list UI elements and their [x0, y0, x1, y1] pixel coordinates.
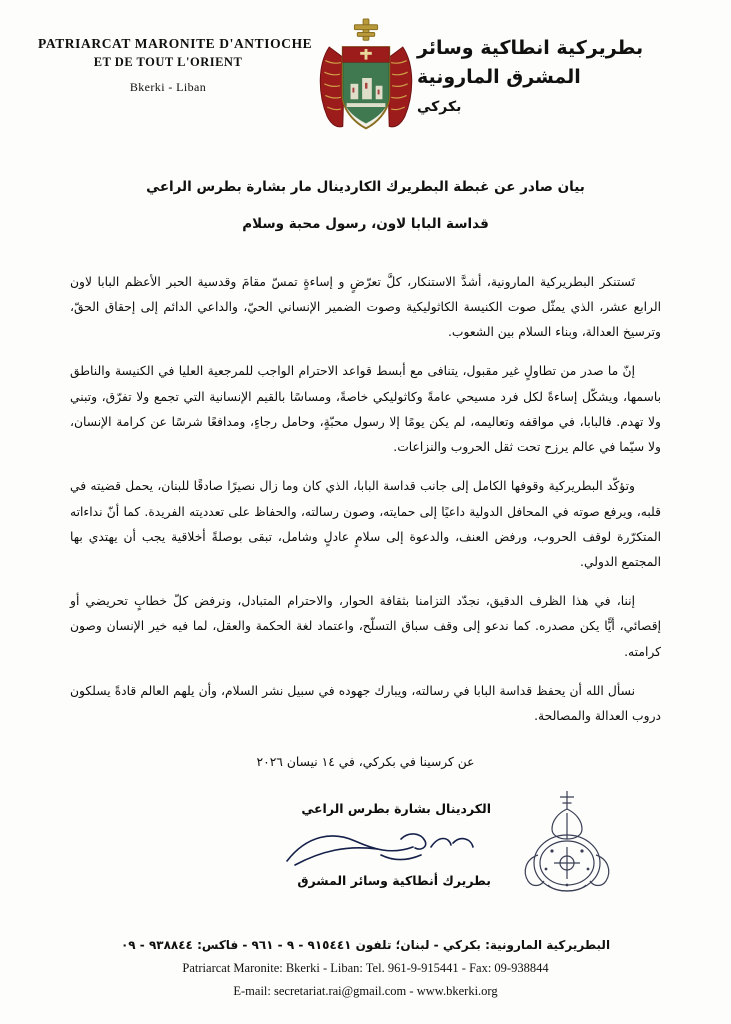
document-title-block	[0, 176, 731, 236]
body-paragraph: نسأل الله أن يحفظ قداسة البابا في رسالته، ويبارك جهوده في سبيل نشر السلام، وأن يلهم العالم قادةً يسلكون دروب العدالة والمصالحة.	[70, 683, 661, 723]
letterhead	[0, 0, 731, 150]
body-paragraph: إننا، في هذا الظرف الدقيق، نجدّد التزامنا بثقافة الحوار، والاحترام المتبادل، ونرفض كلّ خطابٍ تحريضي أو إقصائي، أيًّا يكن مصدره. كما ندعو إلى وقف سباق التسلّح، واعتماد لغة الحكمة والعقل، لما فيه خير الإنسان وصون كرامته.	[70, 594, 661, 659]
signatory-name: الكردينال بشارة بطرس الراعي	[301, 801, 491, 817]
signature-block	[0, 795, 731, 920]
letterhead-latin-block	[38, 36, 313, 95]
maronite-coat-of-arms-icon	[307, 18, 425, 138]
handwritten-signature-icon	[281, 821, 481, 875]
footer-latin-contact: Patriarcat Maronite: Bkerki - Liban: Tel. 961-9-915441 - Fax: 09-938844	[182, 960, 549, 975]
footer-arabic-contact: البطريركية المارونية: بكركي - لبنان؛ تلفون ٩١٥٤٤١ - ٩ - ٩٦١ - فاكس: ٩٣٨٨٤٤ - ٠٩	[120, 937, 611, 952]
page-title: بيان صادر عن غبطة البطريرك الكاردينال مار بشارة بطرس الراعي	[146, 179, 585, 195]
footer-email-link[interactable]: secretariat.rai@gmail.com	[274, 983, 407, 998]
page-subtitle: قداسة البابا لاون، رسول محبة وسلام	[242, 215, 489, 232]
footer-website-link[interactable]: www.bkerki.org	[416, 983, 498, 998]
letterhead-arabic-block	[417, 34, 697, 115]
footer-email-label: E-mail:	[233, 983, 274, 998]
footer-email-line	[0, 981, 731, 1002]
footer-separator: -	[406, 983, 417, 998]
document-body	[70, 270, 661, 729]
body-paragraph: إنّ ما صدر من تطاولٍ غير مقبول، يتنافى مع أبسط قواعد الاحترام الواجب للمرجعية العليا في الكنيسة والناطق باسمها، ويشكّل إساءةً لكل فرد مسيحي عامةً وكاثوليكي خاصةً، ومساسًا بالقيم الإنسانية التي تجمع ولا تفرّق، وتبني ولا تهدم. فالبابا، في مواقفه وتعاليمه، لم يكن يومًا إلا رسول محبّةٍ، وحامل رجاءٍ، ومدافعًا شرسًا عن كرامة الإنسان، ولا سيّما في عالم يرزح تحت ثقل الحروب والنزاعات.	[70, 364, 661, 455]
letterhead-latin-line3: Bkerki - Liban	[129, 80, 207, 94]
document-footer	[0, 935, 731, 1003]
letterhead-latin-line1: PATRIARCAT MARONITE D'ANTIOCHE	[38, 36, 313, 51]
body-paragraph: تَستنكر البطريركية المارونية، أشدَّ الاستنكار، كلَّ تعرّضٍ و إساءةٍ تمسّ مقامَ وقدسية الحبر الأعظم البابا لاون الرابع عشر، الذي يمثّل صوت الكنيسة الكاثوليكية وصوت الضمير الإنساني الحيّ، والداعي الدائم إلى إحقاق الحقّ، وترسيخ العدالة، وبناء السلام بين الشعوب.	[70, 274, 661, 340]
patriarchal-seal-icon	[508, 789, 626, 907]
letterhead-arabic-line2: بكركي	[417, 99, 462, 115]
dateline: عن كرسينا في بكركي، في ١٤ نيسان ٢٠٢٦	[256, 755, 475, 770]
letterhead-arabic-line1: بطريركية انطاكية وسائر المشرق المارونية	[417, 37, 644, 88]
body-paragraph: وتؤكّد البطريركية وقوفها الكامل إلى جانب قداسة البابا، الذي كان وما زال نصيرًا صادقًا للبنان، يحمل قضيته في قلبه، ويرفع صوته في المحافل الدولية داعيًا إلى حمايته، وصون رسالته، والحفاظ على تعدديته الفريدة. كما أنّ نداءاته المتكرّرة لوقف الحروب، ورفض العنف، والدعوة إلى سلامٍ عادلٍ وشامل، تبقى بوصلةً أخلاقية يجب أن يهتدي بها المجتمع الدولي.	[70, 479, 661, 569]
signatory-title: بطريرك أنطاكية وسائر المشرق	[297, 873, 491, 889]
letterhead-latin-line2: ET DE TOUT L'ORIENT	[93, 55, 243, 69]
